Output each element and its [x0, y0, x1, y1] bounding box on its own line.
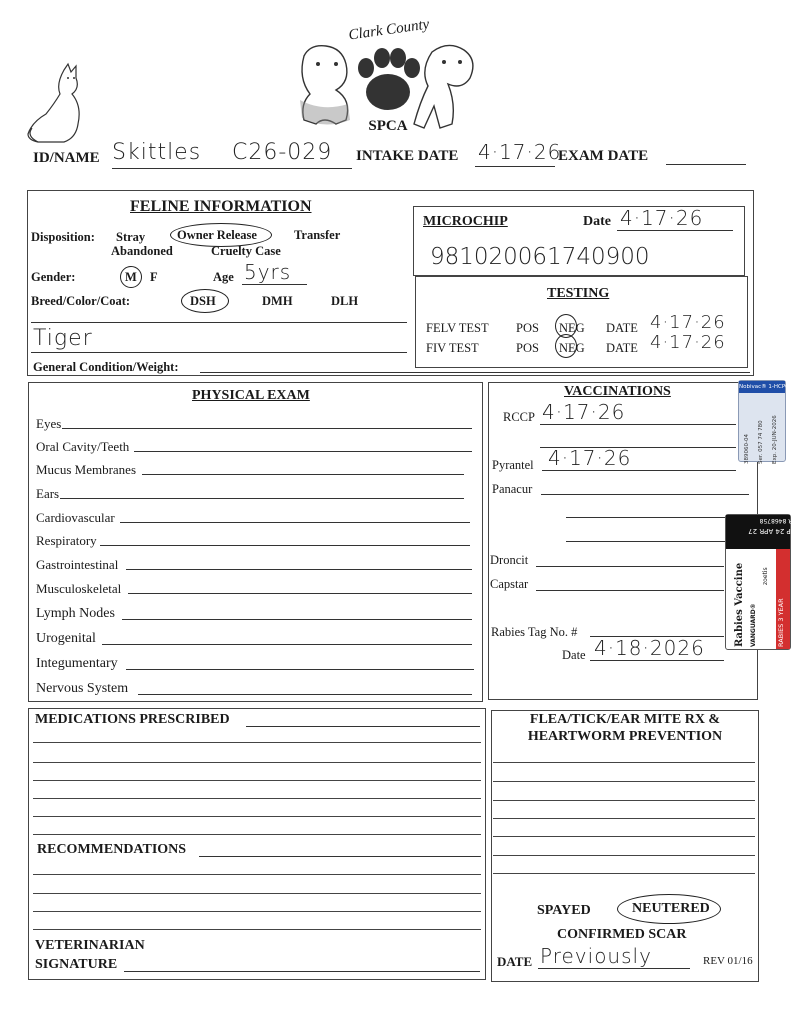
rabies-label-sticker	[725, 514, 800, 650]
id-name-value[interactable]: Skittles	[112, 140, 202, 165]
microchip-title: MICROCHIP	[423, 214, 508, 229]
disp-stray[interactable]: Stray	[116, 230, 146, 244]
pe-item-mucus: Mucus Membranes	[36, 462, 137, 477]
rev-label: REV 01/16	[703, 955, 753, 967]
coat-dsh[interactable]: DSH	[190, 294, 216, 308]
spayed-option[interactable]: SPAYED	[537, 903, 591, 918]
pe-item-gi: Gastrointestinal	[36, 557, 119, 572]
pe-item-ears: Ears	[36, 486, 60, 501]
spca-logo	[296, 16, 482, 138]
exam-date-field[interactable]	[666, 146, 746, 164]
rabies-exp: EXP 24 APR 27	[748, 527, 800, 535]
fiv-neg[interactable]: NEG	[559, 341, 585, 355]
pe-item-oral: Oral Cavity/Teeth	[36, 439, 130, 454]
confirmed-scar: CONFIRMED SCAR	[557, 927, 687, 942]
microchip-date-value[interactable]: 4·17·26	[620, 206, 704, 230]
feline-title: FELINE INFORMATION	[130, 198, 312, 215]
nobivac-label-sticker	[738, 380, 793, 464]
disp-owner-release[interactable]: Owner Release	[177, 228, 257, 242]
nobivac-brand: Nobivac® 1-HCPCh	[739, 381, 785, 393]
color-value[interactable]: Tiger	[33, 326, 93, 351]
vet-label-line1: VETERINARIAN	[35, 938, 145, 953]
gender-label: Gender:	[31, 270, 76, 284]
pe-item-nervous: Nervous System	[36, 681, 129, 696]
pe-item-eyes: Eyes	[36, 416, 62, 431]
rccp-label: RCCP	[503, 410, 535, 424]
pyrantel-label: Pyrantel	[492, 458, 534, 472]
rabies-name: Rabies Vaccine	[734, 562, 745, 647]
age-label: Age	[213, 270, 234, 284]
neutered-option[interactable]: NEUTERED	[632, 901, 710, 916]
felv-label: FELV TEST	[426, 321, 489, 335]
medications-title: MEDICATIONS PRESCRIBED	[35, 712, 230, 727]
rabies-date-value[interactable]: 4·18·2026	[594, 636, 705, 660]
flea-title-2: HEARTWORM PREVENTION	[527, 729, 723, 744]
pe-item-musculo: Musculoskeletal	[36, 581, 122, 596]
rabies-term: RABIES 3 YEAR	[777, 598, 785, 647]
intake-date-value[interactable]: 4·17·26	[478, 140, 562, 164]
physical-exam-title: PHYSICAL EXAM	[192, 388, 310, 403]
age-value[interactable]: 5yrs	[244, 260, 292, 284]
rabies-tag-label: Rabies Tag No. #	[491, 625, 578, 639]
felv-neg[interactable]: NEG	[559, 321, 585, 335]
fiv-label: FIV TEST	[426, 341, 479, 355]
id-name-label: ID/NAME	[33, 150, 100, 166]
disposition-label: Disposition:	[31, 230, 95, 244]
rccp-date[interactable]: 4·17·26	[542, 400, 626, 424]
pe-item-lymph: Lymph Nodes	[36, 606, 115, 621]
droncit-label: Droncit	[490, 553, 529, 567]
coat-dmh[interactable]: DMH	[262, 294, 293, 308]
pe-item-cardio: Cardiovascular	[36, 510, 115, 525]
gender-f[interactable]: F	[150, 270, 158, 284]
pe-item-uro: Urogenital	[36, 631, 96, 646]
coat-dlh[interactable]: DLH	[331, 294, 359, 308]
disp-abandoned[interactable]: Abandoned	[111, 244, 173, 258]
felv-date-value[interactable]: 4·17·26	[650, 312, 726, 333]
panacur-label: Panacur	[492, 482, 533, 496]
cat-sketch-icon	[24, 62, 84, 146]
nobivac-lot: 389060-04	[744, 434, 750, 464]
vet-signature-field[interactable]	[124, 953, 480, 971]
felv-pos[interactable]: POS	[516, 321, 539, 335]
flea-title-1: FLEA/TICK/EAR MITE RX &	[529, 712, 721, 727]
rabies-date-label: Date	[562, 648, 586, 662]
felv-date-label: DATE	[606, 321, 638, 335]
microchip-date-label: Date	[583, 214, 611, 229]
disp-cruelty[interactable]: Cruelty Case	[211, 244, 281, 258]
recommendations-title: RECOMMENDATIONS	[37, 842, 187, 857]
spay-date-value[interactable]: Previously	[540, 944, 652, 968]
exam-date-label: EXAM DATE	[558, 148, 649, 164]
condition-label: General Condition/Weight:	[33, 360, 179, 374]
pyrantel-date[interactable]: 4·17·26	[548, 446, 632, 470]
fiv-date-value[interactable]: 4·17·26	[650, 332, 726, 353]
microchip-number[interactable]: 981020061740900	[430, 244, 650, 270]
pe-item-resp: Respiratory	[36, 533, 97, 548]
nobivac-exp: Exp. 20-JUN-2026	[772, 415, 778, 464]
capstar-label: Capstar	[490, 577, 529, 591]
id-code-value[interactable]: C26-029	[232, 140, 333, 165]
cat-logo	[24, 62, 84, 146]
vaccinations-title: VACCINATIONS	[564, 384, 671, 399]
disp-transfer[interactable]: Transfer	[294, 228, 341, 242]
breed-label: Breed/Color/Coat:	[31, 294, 131, 308]
rabies-company: zoetis	[762, 567, 769, 585]
intake-date-label: INTAKE DATE	[356, 148, 459, 164]
gender-m[interactable]: M	[125, 270, 137, 284]
fiv-pos[interactable]: POS	[516, 341, 539, 355]
org-name-top: Clark County	[347, 16, 431, 44]
vet-label-line2: SIGNATURE	[35, 957, 118, 972]
fiv-date-label: DATE	[606, 341, 638, 355]
spay-date-label: DATE	[497, 954, 533, 969]
org-name-bottom: SPCA	[368, 118, 408, 134]
testing-title: TESTING	[547, 286, 610, 301]
pe-item-integ: Integumentary	[36, 656, 118, 671]
rabies-ser: SER 8468758	[759, 517, 800, 524]
rabies-brand: VANGUARD®	[750, 603, 757, 647]
nobivac-serial: Ser. 057 74 780	[758, 420, 764, 464]
